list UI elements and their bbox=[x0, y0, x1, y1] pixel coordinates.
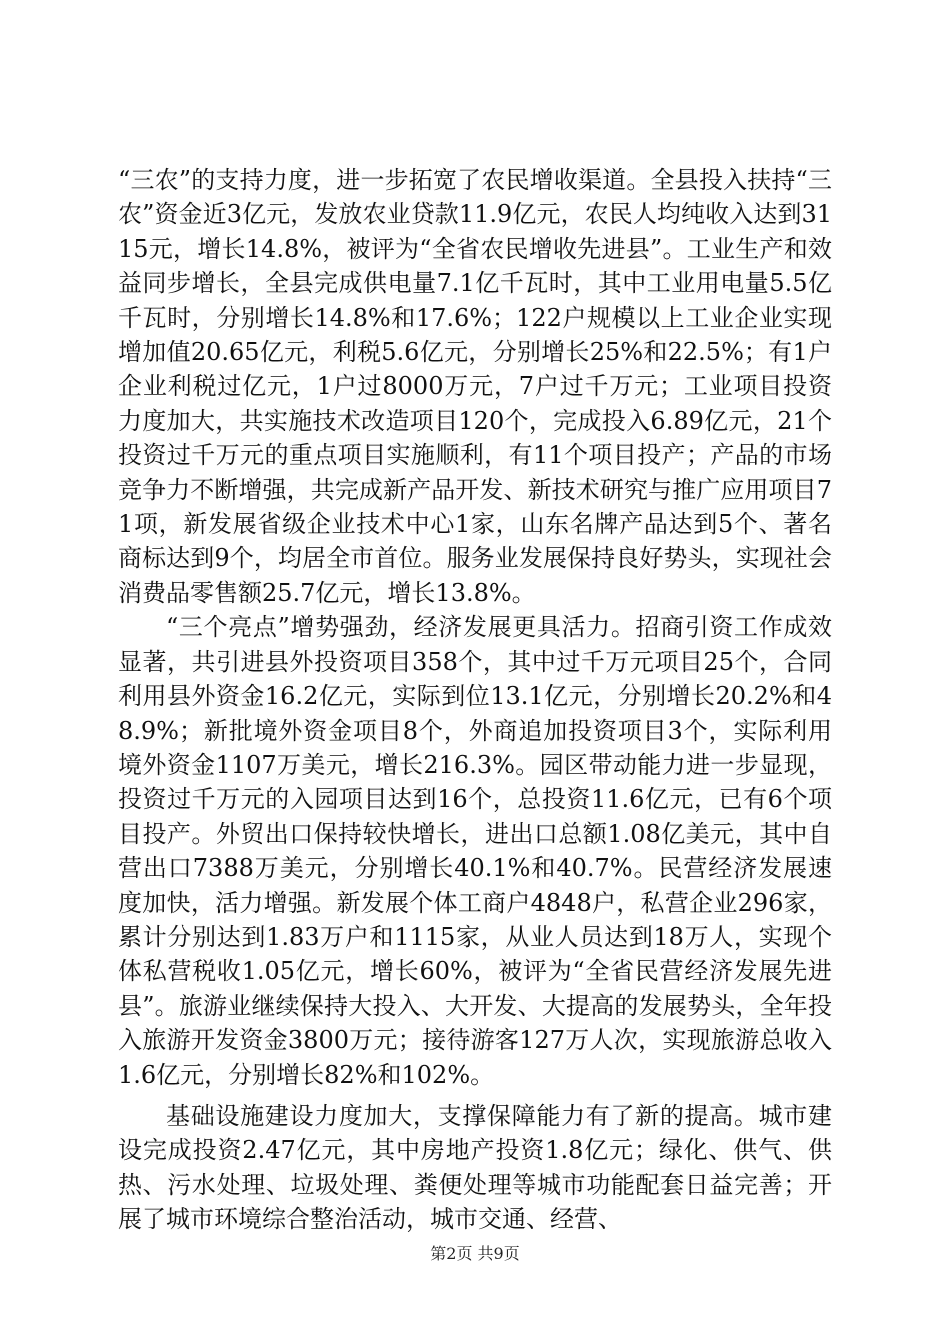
paragraph-rural-industry: “三农”的支持力度，进一步拓宽了农民增收渠道。全县投入扶持“三农”资金近3亿元，发放农业贷款11.9亿元，农民人均纯收入达到3115元，增长14.8%，被评为“全省农民增收先进县”。工业生产和效益同步增长，全县完成供电量7.1亿千瓦时，其中工业用电量5.5亿千瓦时，分别增长14.8%和17.6%；122户规模以上工业企业实现增加值20.65亿元，利税5.6亿元，分别增长25%和22.5%；有1户企业利税过亿元，1户过8000万元，7户过千万元；工业项目投资力度加大，共实施技术改造项目120个，完成投入6.89亿元，21个投资过千万元的重点项目实施顺利，有11个项目投产；产品的市场竞争力不断增强，共完成新产品开发、新技术研究与推广应用项目71项，新发展省级企业技术中心1家，山东名牌产品达到5个、著名商标达到9个，均居全市首位。服务业发展保持良好势头，实现社会消费品零售额25.7亿元，增长13.8%。 bbox=[118, 166, 832, 607]
page-footer: 第2页 共9页 bbox=[430, 1244, 520, 1263]
paragraph-infrastructure: 基础设施建设力度加大，支撑保障能力有了新的提高。城市建设完成投资2.47亿元，其中房地产投资1.8亿元；绿化、供气、供热、污水处理、垃圾处理、粪便处理等城市功能配套日益完善；开展了城市环境综合整治活动，城市交通、经营、 bbox=[118, 1101, 832, 1234]
document-body bbox=[118, 163, 832, 1237]
paragraph-three-highlights: “三个亮点”增势强劲，经济发展更具活力。招商引资工作成效显著，共引进县外投资项目358个，其中过千万元项目25个，合同利用县外资金16.2亿元，实际到位13.1亿元，分别增长20.2%和48.9%；新批境外资金项目8个，外商追加投资项目3个，实际利用境外资金1107万美元，增长216.3%。园区带动能力进一步显现，投资过千万元的入园项目达到16个，总投资11.6亿元，已有6个项目投产。外贸出口保持较快增长，进出口总额1.08亿美元，其中自营出口7388万美元，分别增长40.1%和40.7%。民营经济发展速度加快，活力增强。新发展个体工商户4848户，私营企业296家，累计分别达到1.83万户和1115家，从业人员达到18万人，实现个体私营税收1.05亿元，增长60%，被评为“全省民营经济发展先进县”。旅游业继续保持大投入、大开发、大提高的发展势头，全年投入旅游开发资金3800万元；接待游客127万人次，实现旅游总收入1.6亿元，分别增长82%和102%。 bbox=[118, 613, 832, 1089]
